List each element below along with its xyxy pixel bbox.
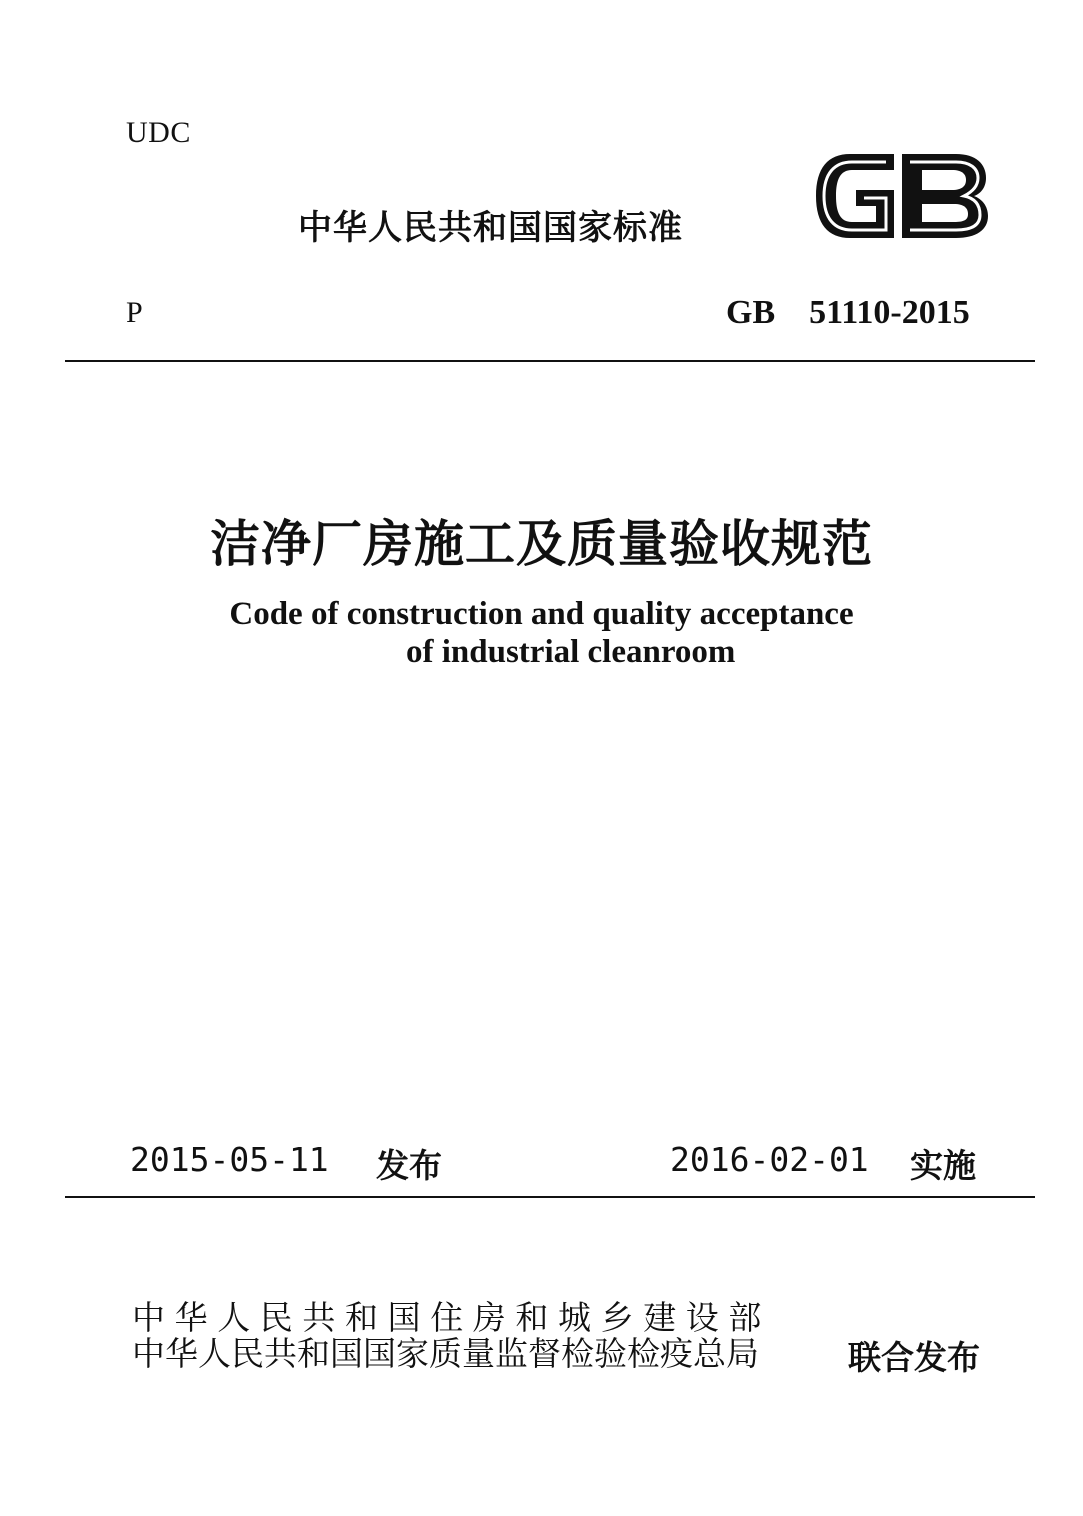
- udc-label: UDC: [126, 116, 191, 149]
- standard-code: 51110-2015: [809, 294, 970, 331]
- effective-date: 2016-02-01: [670, 1140, 869, 1179]
- issue-date: 2015-05-11: [130, 1140, 329, 1179]
- footer-divider: [65, 1196, 1035, 1198]
- gb-logo: [810, 148, 990, 244]
- document-title-chinese: 洁净厂房施工及质量验收规范: [210, 514, 873, 573]
- document-title-english-line2: of industrial cleanroom: [406, 634, 736, 670]
- issuer-aqsiq: 中华人民共和国国家质量监督检验检疫总局: [132, 1334, 759, 1373]
- document-title-english-line1: Code of construction and quality acceptance: [229, 596, 854, 632]
- national-standard-title: 中华人民共和国国家标准: [298, 208, 683, 248]
- issuer-ministry: 中华人民共和国住房和城乡建设部: [132, 1298, 771, 1337]
- issue-label: 发布: [376, 1146, 442, 1185]
- issuing-authorities: [132, 1300, 792, 1372]
- standard-prefix: GB: [726, 294, 776, 331]
- joint-release-label: 联合发布: [848, 1338, 980, 1377]
- gb-logo-graphic: [810, 148, 990, 244]
- effective-label: 实施: [910, 1146, 976, 1185]
- classification-code: P: [126, 296, 143, 329]
- header-divider: [65, 360, 1035, 362]
- standard-number: [726, 294, 970, 332]
